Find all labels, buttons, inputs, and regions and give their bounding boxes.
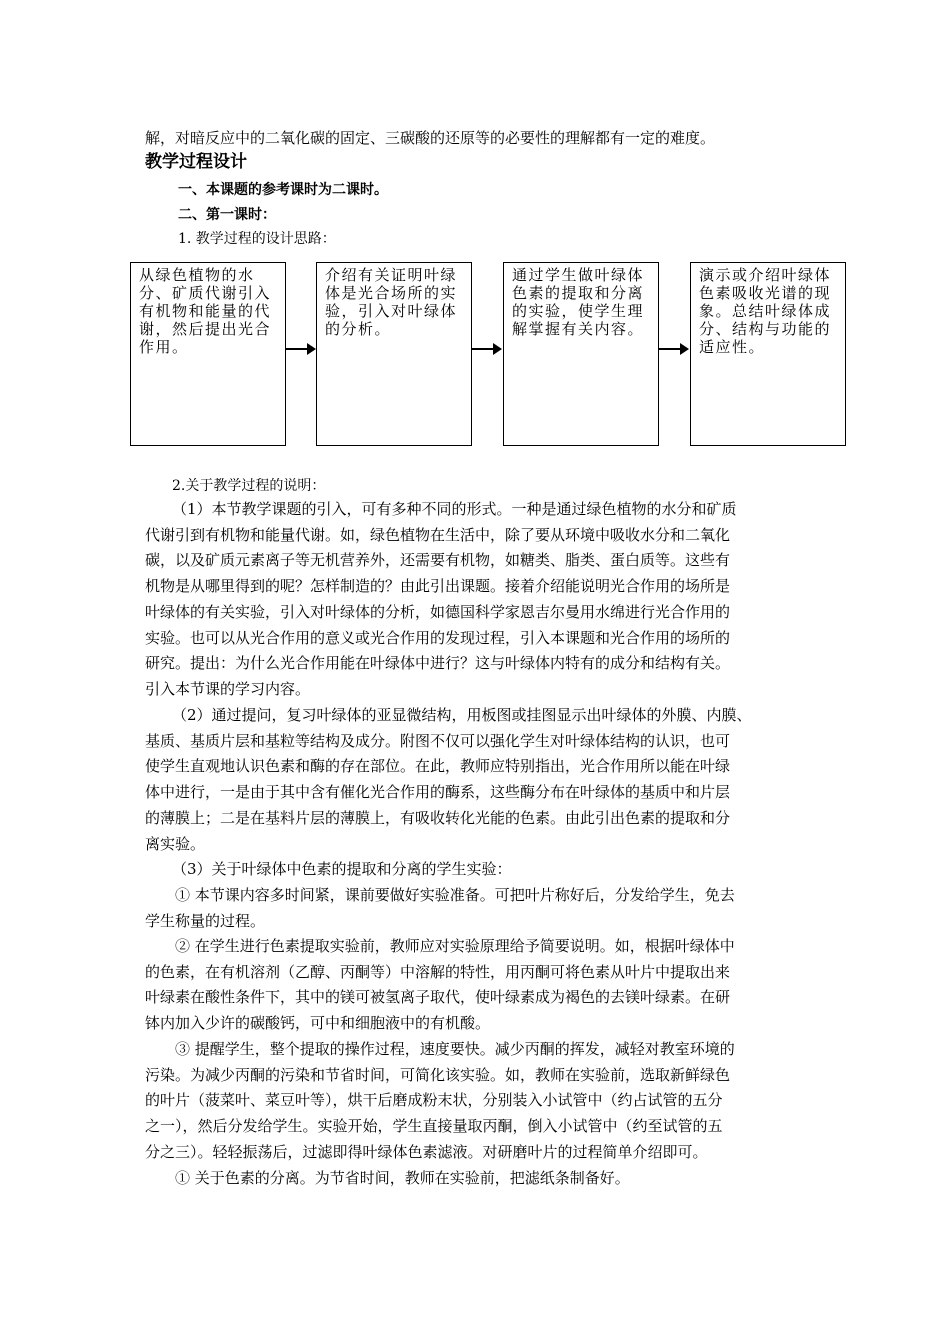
item-2: 二、第一课时：: [178, 207, 276, 223]
paragraph-line: 的叶片（菠菜叶、菜豆叶等），烘干后磨成粉末状，分别装入小试管中（约占试管的五分: [145, 1091, 723, 1110]
paragraph-line: 叶绿体的有关实验，引入对叶绿体的分析，如德国科学家恩吉尔曼用水绵进行光合作用的: [145, 602, 731, 621]
paragraph-line: 机物是从哪里得到的呢？怎样制造的？由此引出课题。接着介绍能说明光合作用的场所是: [145, 577, 731, 596]
paragraph-line: 之一），然后分发给学生。实验开始，学生直接量取丙酮，倒入小试管中（约至试管的五: [145, 1117, 723, 1136]
paragraph-line: 的色素，在有机溶剂（乙醇、丙酮等）中溶解的特性，用丙酮可将色素从叶片中提取出来: [145, 962, 731, 981]
paragraph-line: ③ 提醒学生，整个提取的操作过程，速度要快。减少丙酮的挥发，减轻对教室环境的: [175, 1040, 735, 1058]
paragraph-1: [145, 497, 825, 703]
item-3: 1. 教学过程的设计思路：: [178, 231, 336, 247]
intro-line: 解，对暗反应中的二氧化碳的固定、三碳酸的还原等的必要性的理解都有一定的难度。: [145, 129, 716, 147]
section-title: 教学过程设计: [145, 152, 247, 172]
paragraph-line: 的薄膜上；二是在基料片层的薄膜上，有吸收转化光能的色素。由此引出色素的提取和分: [145, 808, 731, 827]
paragraph-line: ② 在学生进行色素提取实验前，教师应对实验原理给予简要说明。如，根据叶绿体中: [175, 937, 735, 955]
paragraph-line: 学生称量的过程。: [145, 911, 266, 930]
paragraph-line: ① 关于色素的分离。为节省时间，教师在实验前，把滤纸条制备好。: [175, 1169, 630, 1187]
paragraph-line: （1）本节教学课题的引入，可有多种不同的形式。一种是通过绿色植物的水分和矿质: [172, 500, 737, 518]
paragraph-line: 代谢引到有机物和能量代谢。如，绿色植物在生活中，除了要从环境中吸收水分和二氧化: [145, 525, 731, 544]
flow-box-2: 介绍有关证明叶绿体是光合场所的实验，引入对叶绿体的分析。: [316, 262, 472, 446]
paragraph-line: ① 本节课内容多时间紧，课前要做好实验准备。可把叶片称好后，分发给学生，免去: [175, 886, 735, 904]
paragraph-line: 离实验。: [145, 834, 206, 853]
paragraph-line: 使学生直观地认识色素和酶的存在部位。在此，教师应特别指出，光合作用所以能在叶绿: [145, 757, 731, 776]
explain-title: 2.关于教学过程的说明：: [172, 478, 326, 494]
paragraph-line: 碳，以及矿质元素离子等无机营养外，还需要有机物，如糖类、脂类、蛋白质等。这些有: [145, 551, 731, 570]
paragraph-line: 研究。提出：为什么光合作用能在叶绿体中进行？这与叶绿体内特有的成分和结构有关。: [145, 654, 731, 673]
paragraph-line: （2）通过提问，复习叶绿体的亚显微结构，用板图或挂图显示出叶绿体的外膜、内膜、: [172, 706, 752, 724]
paragraph-2: [145, 703, 825, 857]
flow-arrow-3: [659, 348, 687, 350]
paragraph-line: 叶绿素在酸性条件下，其中的镁可被氢离子取代，使叶绿素成为褐色的去镁叶绿素。在研: [145, 988, 731, 1007]
paragraph-line: 实验。也可以从光合作用的意义或光合作用的发现过程，引入本课题和光合作用的场所的: [145, 628, 731, 647]
paragraph-line: （3）关于叶绿体中色素的提取和分离的学生实验：: [172, 860, 512, 878]
flow-box-3: 通过学生做叶绿体色素的提取和分离的实验，使学生理解掌握有关内容。: [503, 262, 659, 446]
paragraph-3: [145, 857, 825, 883]
paragraph-line: 污染。为减少丙酮的污染和节省时间，可简化该实验。如，教师在实验前，选取新鲜绿色: [145, 1065, 731, 1084]
flow-box-4: 演示或介绍叶绿体色素吸收光谱的现象。总结叶绿体成分、结构与功能的适应性。: [690, 262, 846, 446]
paragraph-7: [145, 1166, 825, 1192]
paragraph-5: [145, 934, 825, 1037]
paragraph-line: 基质、基质片层和基粒等结构及成分。附图不仅可以强化学生对叶绿体结构的认识，也可: [145, 731, 731, 750]
paragraph-line: 体中进行，一是由于其中含有催化光合作用的酶系，这些酶分布在叶绿体的基质中和片层: [145, 783, 731, 802]
flow-arrow-2: [472, 348, 500, 350]
flow-arrow-1: [286, 348, 314, 350]
paragraph-line: 引入本节课的学习内容。: [145, 679, 311, 698]
paragraph-6: [145, 1037, 825, 1166]
paragraph-4: [145, 883, 825, 934]
paragraph-line: 分之三）。轻轻振荡后，过滤即得叶绿体色素滤液。对研磨叶片的过程简单介绍即可。: [145, 1142, 708, 1161]
flow-box-1: 从绿色植物的水分、矿质代谢引入有机物和能量的代谢，然后提出光合作用。: [130, 262, 286, 446]
item-1: 一、本课题的参考课时为二课时。: [178, 182, 388, 198]
paragraph-line: 钵内加入少许的碳酸钙，可中和细胞液中的有机酸。: [145, 1014, 491, 1033]
